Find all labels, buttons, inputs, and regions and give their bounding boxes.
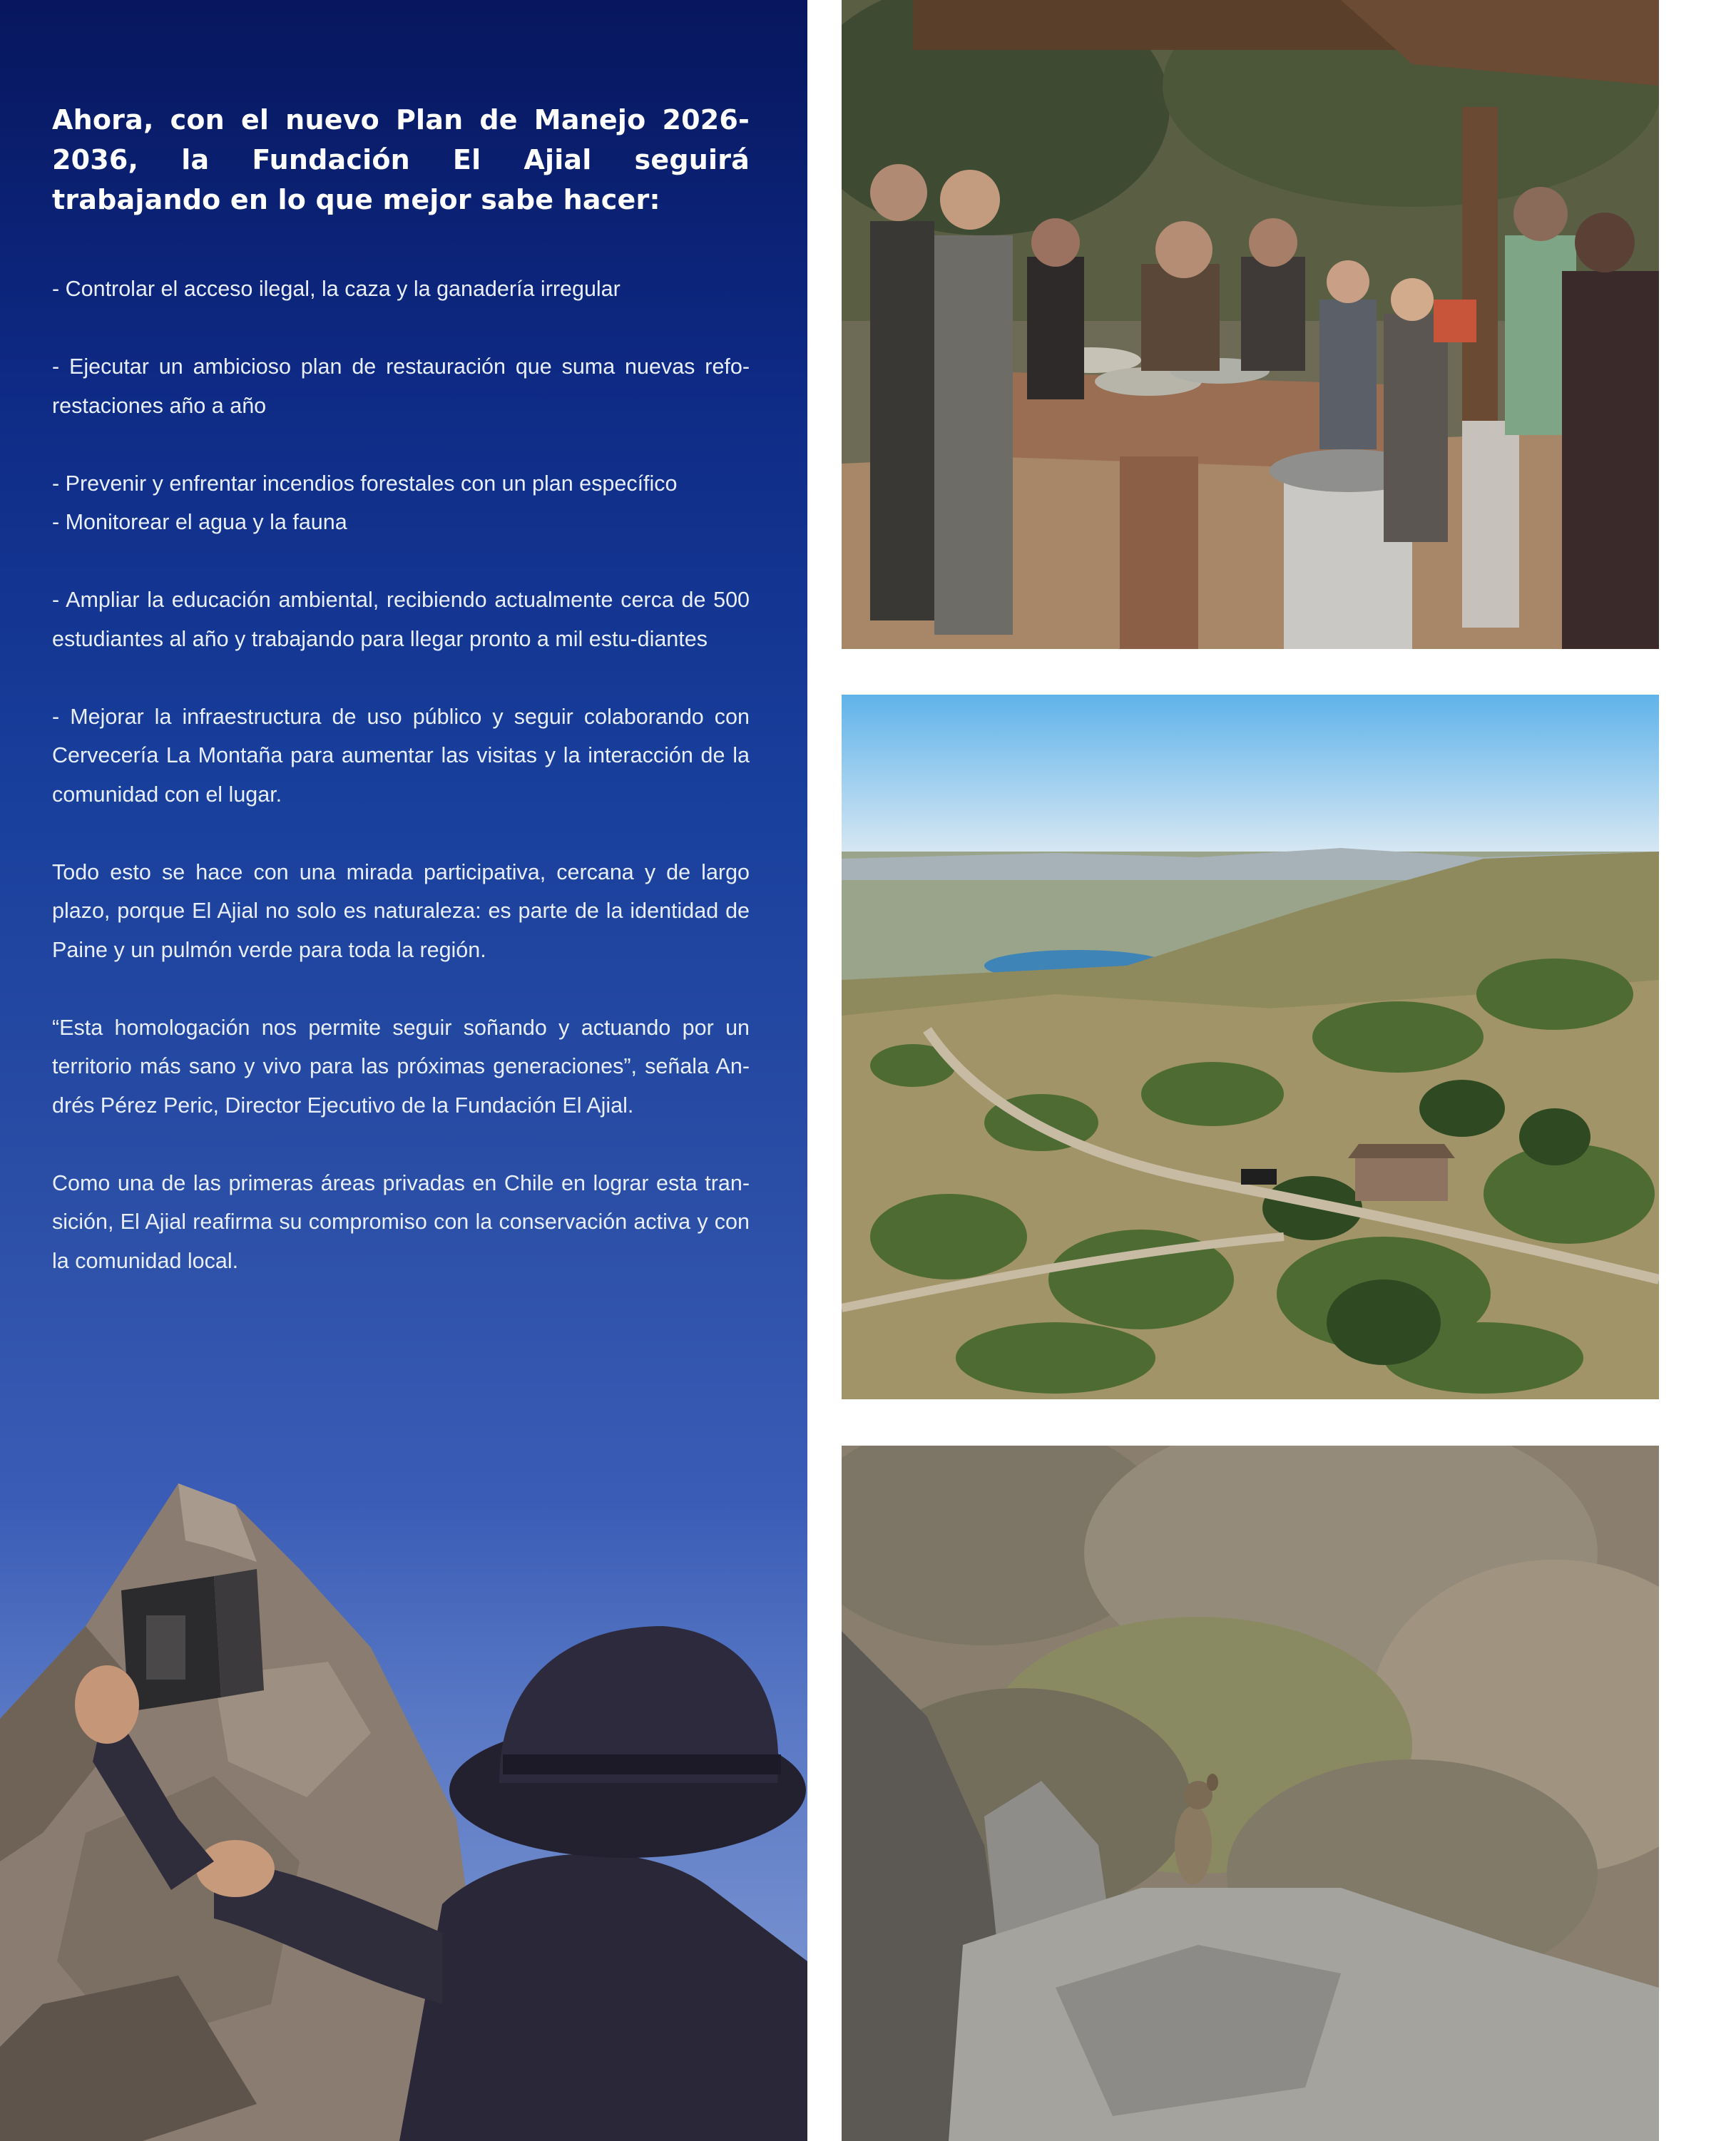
paragraph-participation: Todo esto se hace con una mirada participativa, cercana y de largo plazo, porque El Ajial no solo es naturaleza: es parte de la identidad de Paine y un pulmón verde para toda la región. xyxy=(52,859,750,962)
list-item-infrastructure: - Mejorar la infraestructura de uso público y seguir colaborando con Cervecería La Montaña para aumentar las visitas y la interacción de la comunidad con el lugar. xyxy=(52,704,750,807)
paragraph-conclusion: Como una de las primeras áreas privadas en Chile en lograr esta tran-sición, El Ajial reafirma su compromiso con la conservación activa y con la comunidad local. xyxy=(52,1170,750,1273)
list-item-monitoring: - Monitorear el agua y la fauna xyxy=(52,510,347,534)
list-item-control: - Controlar el acceso ilegal, la caza y la ganadería irregular xyxy=(52,277,621,301)
wildlife-degu-photo xyxy=(842,1446,1659,2141)
education-group-photo xyxy=(842,0,1659,649)
blue-text-panel xyxy=(0,0,807,2141)
list-item-restoration: - Ejecutar un ambicioso plan de restauración que suma nuevas refo-restaciones año a año xyxy=(52,354,750,418)
article-heading: Ahora, con el nuevo Plan de Manejo 2026-2036, la Fundación El Ajial seguirá trabajando en lo que mejor sabe hacer: xyxy=(52,104,750,215)
list-item-fires: - Prevenir y enfrentar incendios forestales con un plan específico xyxy=(52,471,678,496)
ranger-camera-trap-photo xyxy=(0,1462,807,2141)
aerial-landscape-photo xyxy=(842,695,1659,1399)
list-item-education: - Ampliar la educación ambiental, recibiendo actualmente cerca de 500 estudiantes al año y trabajando para llegar pronto a mil estu-diantes xyxy=(52,588,750,651)
article-text xyxy=(52,100,750,1280)
director-quote: “Esta homologación nos permite seguir soñando y actuando por un territorio más sano y vivo para las próximas generaciones”, señala An-drés Pérez Peric, Director Ejecutivo de la Fundación El Ajial. xyxy=(52,1015,750,1118)
